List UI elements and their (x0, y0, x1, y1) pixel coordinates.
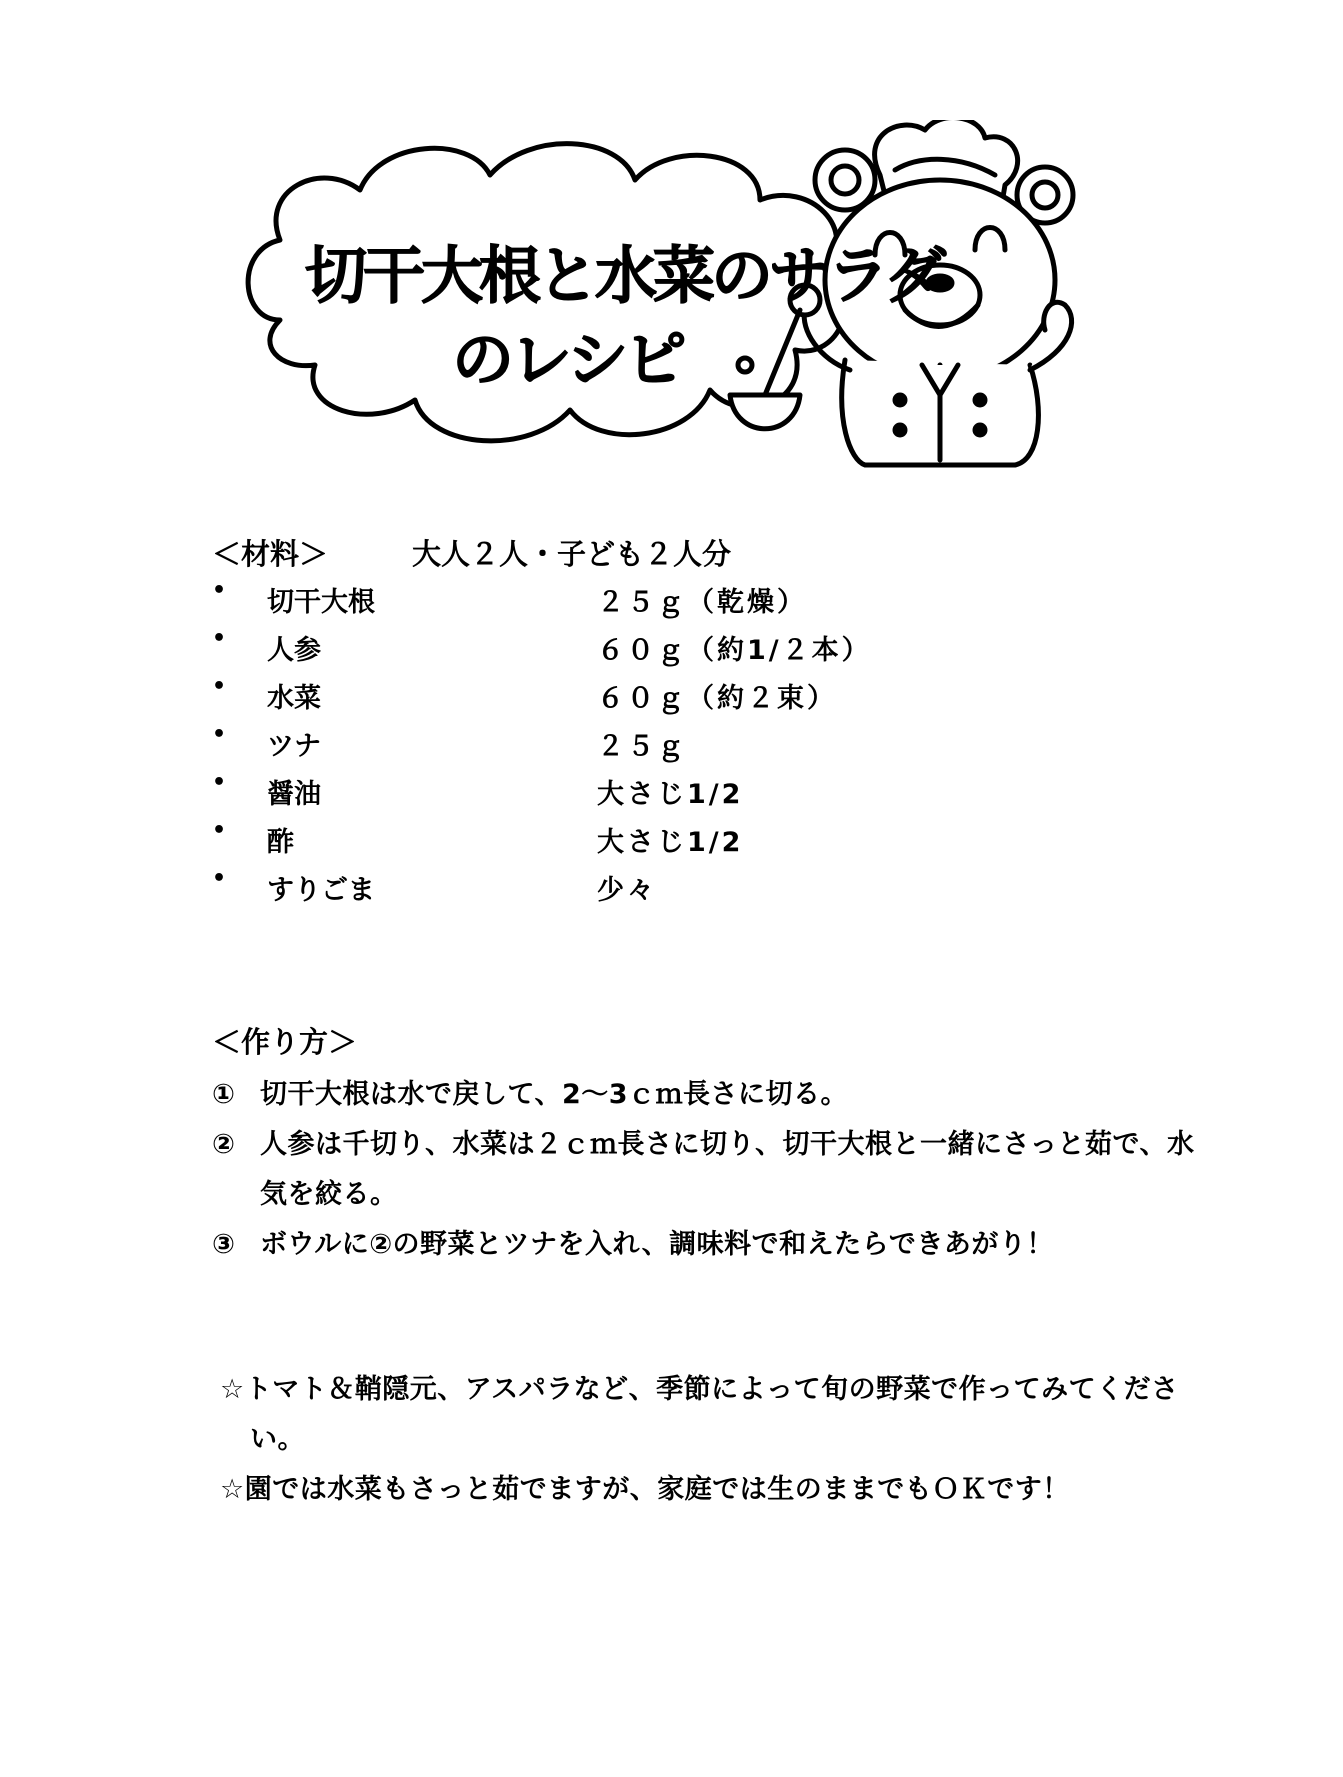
ingredient-name: すりごま (267, 875, 375, 906)
ingredient-name: ツナ (267, 731, 321, 762)
ingredient-amount: 大さじ1/2 (597, 779, 744, 810)
method-heading: ＜作り方＞ (212, 1025, 358, 1059)
ingredient-amount: ２５ｇ（乾燥） (597, 587, 807, 618)
bullet-icon: • (212, 866, 227, 891)
bullet-icon: • (212, 770, 227, 795)
ingredients-section-header (212, 532, 732, 573)
ingredient-row (212, 724, 1012, 772)
ingredient-row (212, 580, 1012, 628)
ingredient-row (212, 772, 1012, 820)
step-number: ③ (212, 1229, 235, 1260)
ingredient-row (212, 868, 1012, 916)
ingredient-name: 人参 (267, 635, 321, 666)
step-text: ボウルに②の野菜とツナを入れ、調味料で和えたらできあがり！ (260, 1229, 1054, 1260)
method-steps (212, 1070, 1212, 1270)
bullet-icon: • (212, 578, 227, 603)
recipe-title-line-1: 切干大根と水菜のサラダ (305, 239, 943, 312)
ingredient-amount: ２５ｇ (597, 731, 687, 762)
method-step (212, 1120, 1212, 1220)
ingredient-name: 水菜 (267, 683, 321, 714)
method-step (212, 1220, 1212, 1270)
ingredient-amount: 大さじ1/2 (597, 827, 744, 858)
ingredient-amount: 少々 (597, 875, 657, 906)
step-number: ① (212, 1079, 235, 1110)
ingredients-list (212, 580, 1012, 916)
ingredients-heading: ＜材料＞ (212, 537, 329, 571)
ingredient-amount: ６０ｇ（約1/２本） (597, 635, 872, 666)
ingredient-row (212, 628, 1012, 676)
ingredient-name: 切干大根 (267, 587, 375, 618)
note-item: ☆トマト＆鞘隠元、アスパラなど、季節によって旬の野菜で作ってみてください。 (220, 1374, 1179, 1455)
notes-section (220, 1365, 1180, 1515)
ingredient-row (212, 676, 1012, 724)
bullet-icon: • (212, 626, 227, 651)
servings-label: 大人２人・子ども２人分 (412, 537, 732, 571)
bullet-icon: • (212, 818, 227, 843)
ingredient-amount: ６０ｇ（約２束） (597, 683, 837, 714)
ingredient-name: 醤油 (267, 779, 321, 810)
ingredient-name: 酢 (267, 827, 294, 858)
bullet-icon: • (212, 674, 227, 699)
ingredient-row (212, 820, 1012, 868)
recipe-title-line-2: のレシピ (452, 323, 683, 396)
step-text: 人参は千切り、水菜は２ｃｍ長さに切り、切干大根と一緒にさっと茹で、水気を絞る。 (260, 1129, 1195, 1210)
step-text: 切干大根は水で戻して、2～3ｃｍ長さに切る。 (260, 1079, 849, 1110)
bullet-icon: • (212, 722, 227, 747)
step-number: ② (212, 1129, 235, 1160)
note-item: ☆園では水菜もさっと茹でますが、家庭では生のままでもＯＫです！ (220, 1474, 1070, 1505)
method-step (212, 1070, 1212, 1120)
